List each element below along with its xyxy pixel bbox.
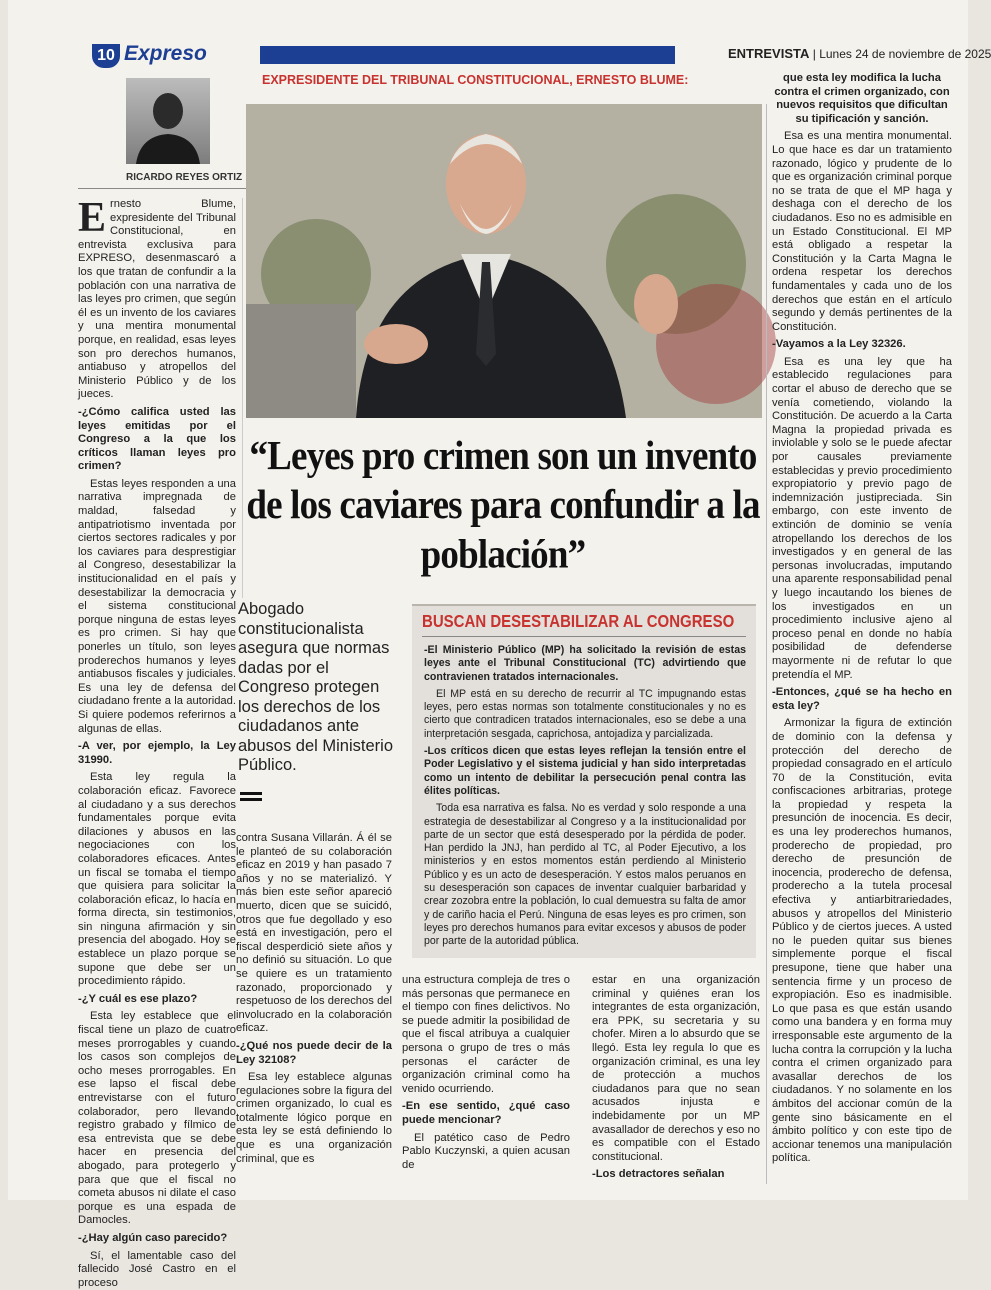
sidebar-title-rule (422, 636, 746, 637)
drop-cap: E (78, 195, 107, 241)
sidebar-question: -Los críticos dicen que estas leyes reflejan la tensión entre el Poder Legislativo y el sistema judicial y han sido interpretadas como un intento de debilitar la persecución penal contra las élites políticas. (424, 745, 746, 797)
article-lead: rnesto Blume, expresidente del Tribunal Constitucional, en entrevista exclusiva para EXPRESO, desenmascaró a los que tratan de confundir a la población con una narrativa de las leyes pro crimen, que según él es un invento de los caviares y una mentira monumental porque, en realidad, esas leyes son pro derechos humanos, antiabuso y atropellos del Ministerio Público y de los jueces. (78, 198, 236, 401)
deck: Abogado constitucionalista asegura que normas dadas por el Congreso protegen los derechos de los ciudadanos ante abusos del Ministerio Público. (238, 600, 393, 774)
answer-text: Esa ley establece algunas regulaciones sobre la figura del crimen organizado, lo cual es totalmente lógico porque en esta ley se está definiendo lo que es una organización criminal, que es (236, 1071, 392, 1165)
column-divider (242, 198, 243, 598)
answer-text: Estas leyes responden a una narrativa impregnada de maldad, falsedad y antipatriotismo inventada por ciertos sectores radicales y por los caviares para desprestigiar al Congreso, desestabilizar la institucionalidad en el país y desestabilizar la democracia y el sistema constitucional porque ninguna de estas leyes es pro crimen. Si hay que ponerles un título, son leyes proderechos humanos y leyes antiabusos fiscales y judiciales. Es una ley de defensa del ciudadano frente a la autoridad. Si quiere podemos referirnos a algunas de ellas. (78, 477, 236, 735)
answer-text: Armonizar la figura de extinción de dominio con la defensa y protección del derecho de propiedad consagrado en el artículo 70 de la Constitución, evita confiscaciones arbitrarias, protege la propiedad y respeta la presunción de inocencia. Es decir, es una ley proderechos humanos, proderecho de propiedad, pro derecho de presunción de inocencia, proderecho de defensa, proderecho a la tutela procesal efectiva y antiarbitrariedades, abusos y atropellos del Ministerio Público y de ciertos jueces. A usted no le pueden quitar sus bienes simplemente porque el fiscal presupone, tiene que haber una sentencia firme y un proceso de expropiación. Eso es inadmisible. Lo que pasa es que están usando como una bandera y en forma muy irresponsable este argumento de la lucha contra la corrupción y la lucha contra el crimen organizado para avasallar derechos de los ciudadanos. Y no solamente en los ámbitos del accionar común de la gente sino básicamente en el ámbito político y con este tipo de accionar tenemos una manipulación política. (772, 717, 952, 1165)
main-photo (246, 104, 762, 418)
section-label (728, 46, 991, 61)
page-number: 10 (97, 47, 115, 64)
header-separator: | (812, 47, 820, 61)
deck-end-mark (240, 792, 262, 795)
column-divider (766, 104, 767, 1184)
question-text: -Los detractores señalan (592, 1168, 725, 1181)
section-name: ENTREVISTA (728, 46, 810, 61)
sidebar-text (424, 644, 746, 950)
answer-text: una estructura compleja de tres o más personas que permanece en el tiempo con fines delictivos. No se puede admitir la posibilidad de que el fiscal atribuya a cualquier persona o grupo de tres o más personas el carácter de organización criminal como ha venido ocurriendo. (402, 974, 570, 1095)
kicker: EXPRESIDENTE DEL TRIBUNAL CONSTITUCIONAL, ERNESTO BLUME: (262, 73, 689, 87)
answer-text: Esta ley establece que el fiscal tiene un plazo de cuatro meses prorrogables y cuando los casos son complejos de ocho meses prorrogables. En ese lapso el fiscal debe entrevistarse con el futuro colaborador, pero llevando registro grabado y fílmico de esa entrevista que se debe hacer en presencia del abogado, para protegerlo y para que que el fiscal no cometa abusos ni dilate el caso porque es una espada de Damocles. (78, 1010, 236, 1227)
answer-text: estar en una organización criminal y quiénes eran los integrantes de esta organización, era PPK, su secretaria y su chofer. Miren a lo absurdo que se llegó. Esta ley regula lo que es organización criminal, es una ley de protección a muchos ciudadanos para que no sean acusados injusta e indebidamente por un MP avasallador de derechos y eso no es compatible con el Estado constitucional. (592, 974, 760, 1163)
answer-text: contra Susana Villarán. Á él se le planteó de su colaboración eficaz en 2019 y han pasado 7 años y no se materializó. Y más bien este señor apareció muerto, dicen que se suicidó, otros que fue degollado y eso está en investigación, pero el fiscal desperdició siete años y no definió su situación. Lo que se quiere es un tratamiento razonado, proporcionado y respetuoso de los derechos del involucrado en la colaboración eficaz. (236, 832, 392, 1035)
column-3 (402, 974, 570, 1184)
author-name: RICARDO REYES ORTIZ (126, 172, 243, 183)
answer-text: El patético caso de Pedro Pablo Kuczynski, a quien acusan de (402, 1131, 570, 1171)
answer-text: Esa es una mentira monumental. Lo que hace es dar un tratamiento razonado, lógico y prudente de lo que es organización criminal porque no se trata de que el MP haga y deshaga con el derecho de los ciudadanos. Eso no es admisible en un Estado Constitucional. El MP está obligado a respetar la Constitución y la Carta Magna le ordena respetar los derechos fundamentales y cada uno de los derechos que están en el artículo segundo y demás pertinentes de la Constitución. (772, 130, 952, 333)
sidebar-answer: El MP está en su derecho de recurrir al TC impugnando estas leyes, pero estas normas son totalmente constitucionales y no es cierto que contradicen tratados internacionales, eso se debe a una interpretación sesgada, caprichosa, antojadiza y parcializada. (424, 687, 746, 740)
issue-date: Lunes 24 de noviembre de 2025 (819, 47, 991, 61)
column-5 (772, 72, 952, 1186)
question-text: -¿Qué nos puede decir de la Ley 32108? (236, 1039, 392, 1066)
newspaper-page (8, 0, 991, 1289)
headline: “Leyes pro crimen son un invento de los caviares para confundir a la población” (246, 433, 760, 578)
author-photo (126, 78, 210, 164)
question-text: -A ver, por ejemplo, la Ley 31990. (78, 740, 236, 766)
question-text: -¿Hay algún caso parecido? (78, 1231, 228, 1244)
author-portrait-icon (126, 78, 210, 164)
question-text: -¿Y cuál es ese plazo? (78, 992, 198, 1005)
question-text: que esta ley modifica la lucha contra el crimen organizado, con nuevos requisitos que dificultan su tipificación y sanción. (774, 72, 950, 125)
column-4 (592, 974, 760, 1184)
question-text: -¿Cómo califica usted las leyes emitidas por el Congreso a la que los críticos llaman leyes pro crimen? (78, 405, 236, 473)
answer-text: Esa es una ley que ha establecido regulaciones para cortar el abuso de derecho que se venía cometiendo, violando la Constitución. De acuerdo a la Carta Magna la propiedad privada es inviolable y solo se le puede afectar por causales previamente establecidas y previo procedimiento expropiatorio y previo pago de indemnización justipreciada. Sin embargo, con este invento de extinción de dominio se venía atropellando los derechos de los investigados y en general de las personas involucradas, imputando una aparente responsabilidad penal y luego incautando los bienes de los investigados en un procedimiento inclusive ajeno al proceso penal en donde no había posibilidad de defenderse mayormente ni de refutar lo que pretendía el MP. (772, 355, 952, 681)
column-1 (78, 195, 236, 1289)
author-rule (78, 188, 248, 189)
sidebar-question: -El Ministerio Público (MP) ha solicitado la revisión de estas leyes ante el Tribunal Constitucional (TC) advirtiendo que contravienen tratados internacionales. (424, 644, 746, 683)
answer-text: Sí, el lamentable caso del fallecido José Castro en el proceso (78, 1249, 236, 1289)
answer-text: Esta ley regula la colaboración eficaz. Favorece al ciudadano y a sus derechos fundamentales porque evita dilaciones y abusos en las negociaciones con los colaboradores eficaces. Antes un fiscal se tomaba el tiempo que quisiera para solicitar la colaboración eficaz, lo hacía en forma directa, sin testimonios, sin ninguna afirmación y sin presencia del abogado. Hoy se establece un plazo porque se supone que debe ser un procedimiento rápido. (78, 771, 236, 988)
sidebar-title: BUSCAN DESESTABILIZAR AL CONGRESO (422, 612, 735, 632)
question-text: -Vayamos a la Ley 32326. (772, 338, 906, 351)
question-text: -Entonces, ¿qué se ha hecho en esta ley? (772, 686, 952, 712)
column-2 (236, 832, 392, 1184)
header-rule (260, 46, 675, 64)
page-number-badge (92, 44, 120, 68)
question-text: -En ese sentido, ¿qué caso puede mencionar? (402, 1100, 570, 1126)
sidebar-answer: Toda esa narrativa es falsa. No es verdad y solo responde a una estrategia de desestabilizar al Congreso y a la institucionalidad por parte de un sector que está desesperado por la pérdida de poder. Han perdido la JNJ, han perdido al TC, al Poder Ejecutivo, a los ministerios y en estos momentos están perdiendo al Ministerio Público y es un acto de desesperación. Y estos malos peruanos en su desesperación son capaces de inventar cualquier barbaridad y crear zozobra entre la población, lo cual demuestra su falta de amor y de cariño hacia el Perú. Ninguna de esas leyes es pro crimen, son leyes pro derechos humanos para evitar excesos y abusos de poder por parte de la autoridad pública. (424, 802, 746, 948)
publication-name: Expreso (124, 42, 207, 65)
interviewee-photo-icon (246, 104, 762, 418)
